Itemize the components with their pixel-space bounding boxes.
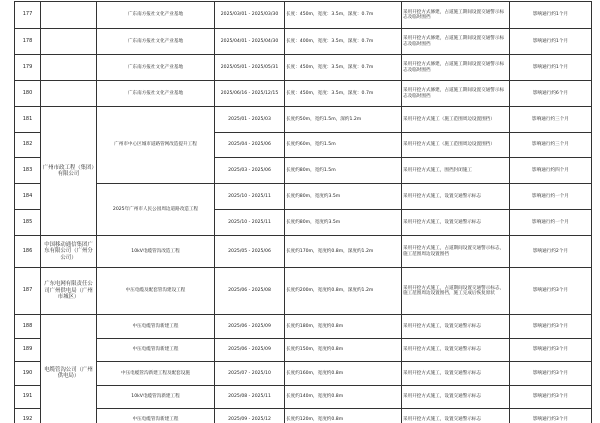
scale: 长度约120m，宽度约0.8m <box>285 409 402 423</box>
method: 采用开挖方式施工，占道期间设置交通警示标志，施工范围周边设置围挡，施工完成后恢复原状 <box>402 268 510 315</box>
method: 采用开挖方式施工（施工范围周边设置围挡） <box>402 107 510 133</box>
row-number: 189 <box>15 339 41 362</box>
scale: 长度约200m，宽度约0.8m，深度约1.2m <box>285 268 402 315</box>
impact: 影响通行约3个月 <box>510 409 592 423</box>
impact: 影响通行约1个月 <box>510 29 592 55</box>
method: 采用开挖方式施工，设置交通警示标志 <box>402 386 510 409</box>
method: 采用开挖方式施工，设置交通警示标志 <box>402 362 510 386</box>
period: 2025/10 - 2025/11 <box>215 210 285 236</box>
table-row <box>15 29 592 55</box>
period: 2025/08 - 2025/11 <box>215 386 285 409</box>
project-name: 广东南方报社文化产业基地 <box>97 55 215 81</box>
table-row <box>15 55 592 81</box>
impact: 影响通行约3个月 <box>510 362 592 386</box>
project-name: 10kV电缆管沟新建工程 <box>97 386 215 409</box>
scale: 长度约80m，宽度约3.5m <box>285 210 402 236</box>
impact: 影响通行约6个月 <box>510 81 592 107</box>
method: 采用开挖方式施工，设置交通警示标志 <box>402 409 510 423</box>
impact: 影响通行约一个月 <box>510 210 592 236</box>
method: 采用开挖方式修建，占道施工期间设置交通警示标志及临时围挡 <box>402 29 510 55</box>
project-name: 广东南方报社文化产业基地 <box>97 81 215 107</box>
scale: 长度约50m，宽约1.5m，深约1.2m <box>285 107 402 133</box>
method: 采用开挖方式修建，占道施工期间设置交通警示标志及临时围挡 <box>402 55 510 81</box>
table-row <box>15 362 592 386</box>
period: 2025/06/16 - 2025/12/15 <box>215 81 285 107</box>
method: 采用开挖方式修建，占道施工期间设置交通警示标志及临时围挡 <box>402 81 510 107</box>
scale: 长度约170m，宽度约0.8m，深度约1.2m <box>285 236 402 268</box>
table-row <box>15 315 592 339</box>
project-name: 2025年广州市人民公园周边道路改造工程 <box>97 184 215 236</box>
impact: 影响通行约一个月 <box>510 184 592 210</box>
impact: 影响通行约1个月 <box>510 2 592 29</box>
construction-unit: 中国移动通信集团广东有限公司（广州分公司） <box>41 236 97 268</box>
project-name: 广东南方报社文化产业基地 <box>97 2 215 29</box>
method: 采用开挖方式施工，设置交通警示标志 <box>402 339 510 362</box>
impact: 影响通行约3个月 <box>510 386 592 409</box>
period: 2025/07 - 2025/10 <box>215 362 285 386</box>
row-number: 180 <box>15 81 41 107</box>
table-row <box>15 107 592 133</box>
road-works-table <box>14 1 592 423</box>
period: 2025/01 - 2025/03 <box>215 107 285 133</box>
method: 采用开挖方式施工，设置交通警示标志 <box>402 184 510 210</box>
period: 2025/04/01 - 2025/04/30 <box>215 29 285 55</box>
period: 2025/10 - 2025/11 <box>215 184 285 210</box>
row-number: 177 <box>15 2 41 29</box>
construction-unit: 电缆管沟公司（广州供电局） <box>41 315 97 423</box>
method: 采用开挖方式施工，设置交通警示标志 <box>402 210 510 236</box>
period: 2025/03 - 2025/06 <box>215 158 285 184</box>
scale: 长度：400m，宽度：3.5m，深度：0.7m <box>285 29 402 55</box>
table-row <box>15 339 592 362</box>
scale: 长度约150m，宽度约0.8m <box>285 339 402 362</box>
row-number: 183 <box>15 158 41 184</box>
period: 2025/09 - 2025/12 <box>215 409 285 423</box>
table-row <box>15 184 592 210</box>
construction-unit: 广州市政工程（集团）有限公司 <box>41 107 97 236</box>
project-name: 中压电缆管沟新建工程及配套设施 <box>97 362 215 386</box>
project-name: 中压电缆及配套管沟建设工程 <box>97 268 215 315</box>
period: 2025/06 - 2025/08 <box>215 268 285 315</box>
project-name: 10kV电缆管沟改造工程 <box>97 236 215 268</box>
row-number: 185 <box>15 210 41 236</box>
impact: 影响通行约三个月 <box>510 107 592 133</box>
project-name: 广州市中心区城市道路管网改造提升工程 <box>97 107 215 184</box>
period: 2025/03/01 - 2025/03/30 <box>215 2 285 29</box>
scale: 长度约80m，宽度约3.5m <box>285 184 402 210</box>
scale: 长度约180m，宽度约0.8m <box>285 315 402 339</box>
table-row <box>15 2 592 29</box>
period: 2025/06 - 2025/09 <box>215 315 285 339</box>
impact: 影响通行约三个月 <box>510 133 592 158</box>
impact: 影响通行约3个月 <box>510 315 592 339</box>
period: 2025/05/01 - 2025/05/31 <box>215 55 285 81</box>
row-number: 190 <box>15 362 41 386</box>
unit-cell <box>41 2 97 29</box>
method: 采用开挖方式施工，设置交通警示标志 <box>402 315 510 339</box>
method: 采用开挖方式修建，占道施工期间设置交通警示标志及临时围挡 <box>402 2 510 29</box>
row-number: 179 <box>15 55 41 81</box>
scale: 长度约80m，宽约1.5m <box>285 158 402 184</box>
scale: 长度约60m，宽约1.5m <box>285 133 402 158</box>
row-number: 188 <box>15 315 41 339</box>
row-number: 187 <box>15 268 41 315</box>
scale: 长度约140m，宽度约0.8m <box>285 386 402 409</box>
period: 2025/06 - 2025/09 <box>215 339 285 362</box>
project-name: 中压电缆管沟新建工程 <box>97 339 215 362</box>
table-row <box>15 268 592 315</box>
project-name: 广东南方报社文化产业基地 <box>97 29 215 55</box>
impact: 影响通行约3个月 <box>510 268 592 315</box>
method: 采用开挖方式施工（施工范围周边设置围挡） <box>402 133 510 158</box>
project-name: 中压电缆管沟新建工程 <box>97 315 215 339</box>
impact: 影响通行约3个月 <box>510 339 592 362</box>
scale: 长度：450m，宽度：3.5m，深度：0.7m <box>285 2 402 29</box>
method: 采用开挖方式施工，占道期间设置交通警示标志，施工范围周边设置围挡 <box>402 236 510 268</box>
table-row <box>15 81 592 107</box>
row-number: 178 <box>15 29 41 55</box>
row-number: 191 <box>15 386 41 409</box>
project-name: 中压电缆管沟新建工程 <box>97 409 215 423</box>
impact: 影响通行约2个月 <box>510 236 592 268</box>
unit-cell <box>41 81 97 107</box>
scale: 长度：450m，宽度：3.5m，深度：0.7m <box>285 55 402 81</box>
period: 2025/04 - 2025/06 <box>215 133 285 158</box>
scale: 长度约160m，宽度约0.8m <box>285 362 402 386</box>
method: 采用开挖方式施工，围挡封闭施工 <box>402 158 510 184</box>
impact: 影响通行约四个月 <box>510 158 592 184</box>
construction-unit: 广东电网有限责任公司广州供电局（广州市城区） <box>41 268 97 315</box>
row-number: 184 <box>15 184 41 210</box>
scale: 长度：450m，宽度：3.5m，深度：0.7m <box>285 81 402 107</box>
unit-cell <box>41 55 97 81</box>
period: 2025/05 - 2025/06 <box>215 236 285 268</box>
unit-cell <box>41 29 97 55</box>
row-number: 182 <box>15 133 41 158</box>
row-number: 181 <box>15 107 41 133</box>
table-row <box>15 386 592 409</box>
row-number: 186 <box>15 236 41 268</box>
table-row <box>15 236 592 268</box>
table-row <box>15 409 592 423</box>
row-number: 192 <box>15 409 41 423</box>
impact: 影响通行约1个月 <box>510 55 592 81</box>
